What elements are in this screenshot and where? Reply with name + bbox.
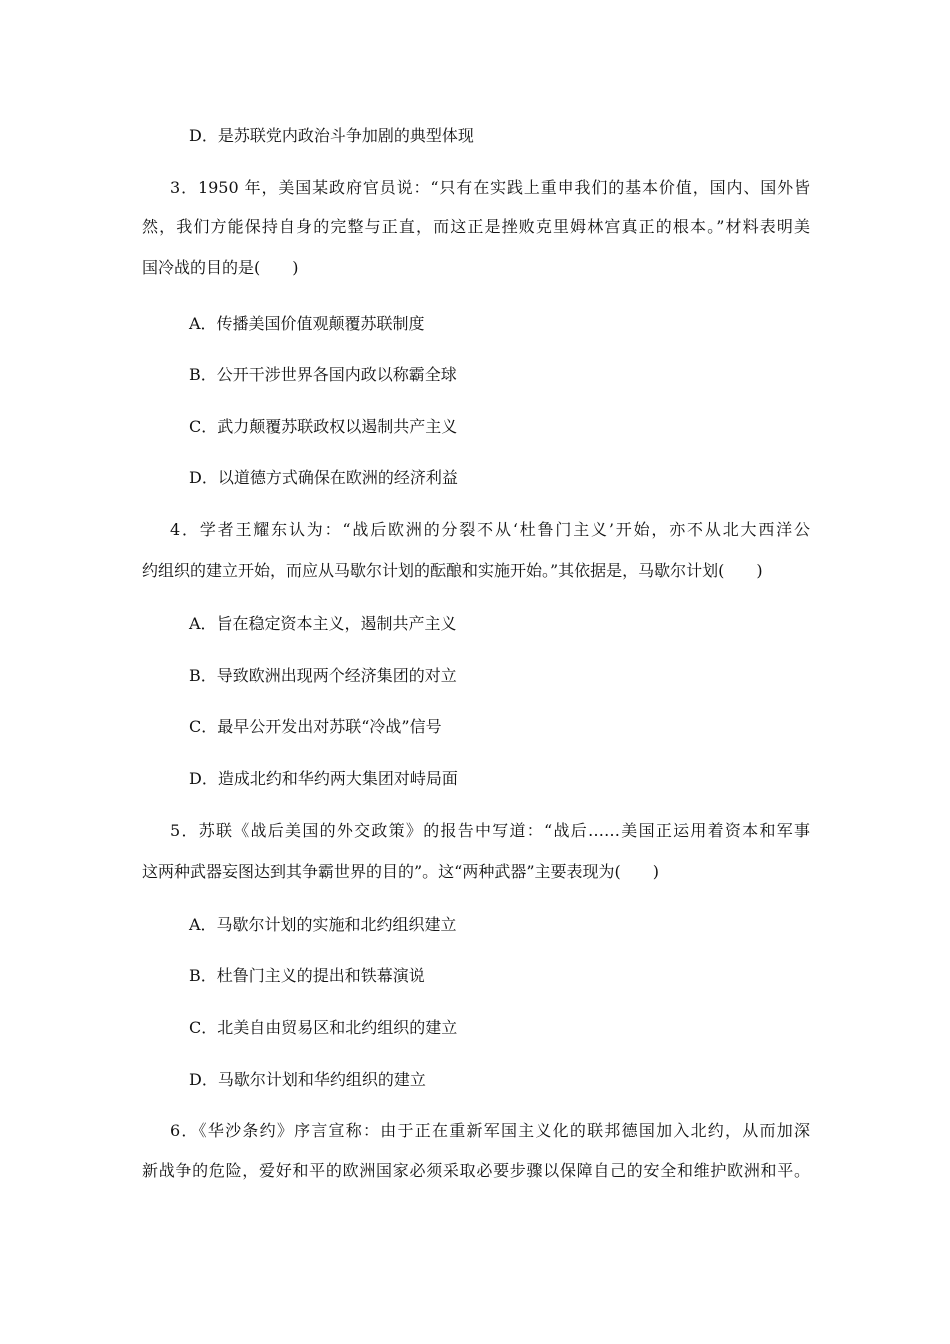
q3-option-a: A．传播美国价值观颠覆苏联制度 <box>189 314 425 333</box>
q3-option-c: C．武力颠覆苏联政权以遏制共产主义 <box>189 417 458 436</box>
q3-option-d: D．以道德方式确保在欧洲的经济利益 <box>189 468 458 487</box>
q5-option-c: C．北美自由贸易区和北约组织的建立 <box>189 1018 458 1037</box>
q3-stem-line-1: 3．1950 年，美国某政府官员说：“只有在实践上重申我们的基本价值，国内、国外皆 <box>170 178 810 197</box>
q3-option-b: B．公开干涉世界各国内政以称霸全球 <box>189 365 457 384</box>
q4-option-a: A．旨在稳定资本主义，遏制共产主义 <box>189 614 457 633</box>
q5-stem-line-2: 这两种武器妄图达到其争霸世界的目的”。这“两种武器”主要表现为( ) <box>142 862 660 881</box>
q4-option-c: C．最早公开发出对苏联“冷战”信号 <box>189 717 442 736</box>
q4-option-d: D．造成北约和华约两大集团对峙局面 <box>189 769 458 788</box>
q5-option-b: B．杜鲁门主义的提出和铁幕演说 <box>189 966 425 985</box>
q6-stem-line-1: 6．《华沙条约》序言宣称：由于正在重新军国主义化的联邦德国加入北约，从而加深 <box>170 1121 810 1140</box>
q2-option-d: D．是苏联党内政治斗争加剧的典型体现 <box>189 126 474 145</box>
q4-stem-line-1: 4．学者王耀东认为：“战后欧洲的分裂不从‘杜鲁门主义’开始，亦不从北大西洋公 <box>170 520 810 539</box>
q6-stem-line-2: 新战争的危险，爱好和平的欧洲国家必须采取必要步骤以保障自己的安全和维护欧洲和平。 <box>142 1161 810 1180</box>
q3-stem-line-2: 然，我们方能保持自身的完整与正直，而这正是挫败克里姆林宫真正的根本。”材料表明美 <box>142 217 810 236</box>
q5-option-a: A．马歇尔计划的实施和北约组织建立 <box>189 915 457 934</box>
q5-stem-line-1: 5．苏联《战后美国的外交政策》的报告中写道：“战后……美国正运用着资本和军事 <box>170 821 810 840</box>
q4-stem-line-2: 约组织的建立开始，而应从马歇尔计划的酝酿和实施开始。”其依据是，马歇尔计划( ) <box>142 561 763 580</box>
q5-option-d: D．马歇尔计划和华约组织的建立 <box>189 1070 426 1089</box>
q4-option-b: B．导致欧洲出现两个经济集团的对立 <box>189 666 457 685</box>
q3-stem-line-3: 国冷战的目的是( ) <box>142 258 299 277</box>
